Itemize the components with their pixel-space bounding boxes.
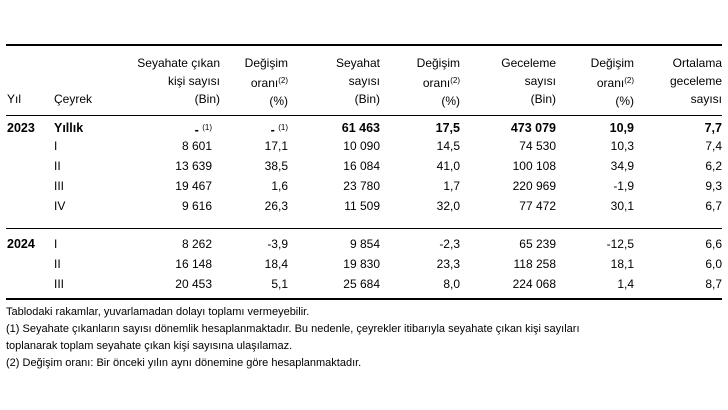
cell-avg-nights: 7,4 xyxy=(705,139,722,153)
table-row xyxy=(6,178,722,194)
cell-change-3: 10,9 xyxy=(609,121,634,135)
cell-change-1: - $^{(1)}$ xyxy=(270,123,288,137)
cell-trips: 19 830 xyxy=(343,257,380,271)
cell-year: 2024 xyxy=(7,237,35,251)
cell-quarter: IV xyxy=(54,199,66,213)
cell-change-1: 1,6 xyxy=(271,179,288,193)
table-row xyxy=(6,198,722,214)
cell-avg-nights: 8,7 xyxy=(705,277,722,291)
cell-trips: 11 509 xyxy=(344,199,380,213)
cell-trips: 25 684 xyxy=(343,277,380,291)
cell-change-3: 34,9 xyxy=(610,159,634,173)
cell-trips: 10 090 xyxy=(343,139,380,153)
table-row xyxy=(6,276,722,292)
cell-quarter: III xyxy=(54,277,65,291)
header-ceyrek: Çeyrek xyxy=(54,92,93,106)
cell-change-1: -3,9 xyxy=(267,237,288,251)
cell-trips: 61 463 xyxy=(341,121,380,135)
footnote-1-cont: toplanarak toplam seyahate çıkan kişi sayısına ulaşılamaz. xyxy=(6,340,293,352)
cell-change-2: -2,3 xyxy=(439,237,460,251)
cell-change-2: 1,7 xyxy=(443,179,460,193)
cell-change-2: 14,5 xyxy=(436,139,460,153)
header-rule xyxy=(6,115,722,116)
table-top-rule xyxy=(6,44,722,46)
cell-change-3: -1,9 xyxy=(613,179,634,193)
footnote-1: (1) Seyahate çıkanların sayısı dönemlik hesaplanmaktadır. Bu nedenle, çeyrekler itibarıyla seyahate çıkan kişi sayıları xyxy=(6,323,580,335)
cell-change-3: 10,3 xyxy=(610,139,634,153)
header-change-1: Değişim oranı$^{(2)}$ (%) xyxy=(244,56,288,108)
cell-quarter: Yıllık xyxy=(54,121,84,135)
cell-travelers: 16 148 xyxy=(175,257,212,271)
cell-nights: 100 108 xyxy=(512,159,556,173)
cell-change-1: 18,4 xyxy=(264,257,288,271)
cell-avg-nights: 6,2 xyxy=(705,159,722,173)
header-change-2: Değişim oranı$^{(2)}$ (%) xyxy=(416,56,460,108)
cell-trips: 9 854 xyxy=(349,237,380,251)
cell-change-1: 5,1 xyxy=(271,277,288,291)
cell-change-3: 1,4 xyxy=(617,277,634,291)
cell-avg-nights: 6,0 xyxy=(705,257,722,271)
cell-nights: 65 239 xyxy=(519,237,556,251)
cell-avg-nights: 6,6 xyxy=(705,237,722,251)
cell-travelers: 9 616 xyxy=(181,199,212,213)
footnote-rounding: Tablodaki rakamlar, yuvarlamadan dolayı toplamı vermeyebilir. xyxy=(6,306,310,318)
table-row xyxy=(6,120,722,136)
cell-quarter: II xyxy=(54,159,61,173)
header-yil: Yıl xyxy=(7,92,22,106)
cell-travelers: 20 453 xyxy=(175,277,212,291)
cell-year: 2023 xyxy=(7,121,35,135)
cell-quarter: III xyxy=(54,179,65,193)
cell-change-1: 38,5 xyxy=(264,159,288,173)
table-bottom-rule xyxy=(6,298,722,300)
year-2024-rule xyxy=(6,228,722,229)
table-row xyxy=(6,236,722,252)
cell-quarter: II xyxy=(54,257,61,271)
cell-nights: 473 079 xyxy=(510,121,556,135)
cell-change-1: 26,3 xyxy=(264,199,288,213)
cell-nights: 118 258 xyxy=(513,257,556,271)
header-change-3: Değişim oranı$^{(2)}$ (%) xyxy=(590,56,634,108)
cell-change-2: 41,0 xyxy=(436,159,460,173)
cell-travelers: 8 601 xyxy=(181,139,212,153)
footnotes xyxy=(6,304,722,372)
header-trips: Seyahat sayısı (Bin) xyxy=(335,56,380,106)
cell-travelers: 19 467 xyxy=(175,179,212,193)
cell-travelers: - $^{(1)}$ xyxy=(194,123,212,137)
cell-change-2: 32,0 xyxy=(436,199,460,213)
cell-trips: 16 084 xyxy=(343,159,380,173)
table-row xyxy=(6,138,722,154)
cell-quarter: I xyxy=(54,139,58,153)
cell-nights: 224 068 xyxy=(512,277,556,291)
cell-change-3: -12,5 xyxy=(606,237,634,251)
cell-nights: 77 472 xyxy=(519,199,556,213)
header-nights: Geceleme sayısı (Bin) xyxy=(501,56,556,106)
cell-travelers: 8 262 xyxy=(181,237,212,251)
cell-change-3: 18,1 xyxy=(610,257,634,271)
cell-travelers: 13 639 xyxy=(175,159,212,173)
header-avg-nights: Ortalama geceleme sayısı xyxy=(669,56,722,106)
cell-change-1: 17,1 xyxy=(264,139,288,153)
footnote-2: (2) Değişim oranı: Bir önceki yılın aynı dönemine göre hesaplanmaktadır. xyxy=(6,357,362,369)
cell-avg-nights: 6,7 xyxy=(705,199,722,213)
cell-change-2: 23,3 xyxy=(436,257,460,271)
cell-avg-nights: 9,3 xyxy=(705,179,722,193)
cell-nights: 220 969 xyxy=(512,179,556,193)
table-row xyxy=(6,256,722,272)
cell-avg-nights: 7,7 xyxy=(704,121,722,135)
header-travelers: Seyahate çıkan kişi sayısı (Bin) xyxy=(137,56,220,106)
cell-change-2: 17,5 xyxy=(435,121,460,135)
cell-trips: 23 780 xyxy=(343,179,380,193)
cell-change-3: 30,1 xyxy=(610,199,634,213)
cell-quarter: I xyxy=(54,237,58,251)
cell-change-2: 8,0 xyxy=(443,277,460,291)
table-row xyxy=(6,158,722,174)
cell-nights: 74 530 xyxy=(519,139,556,153)
